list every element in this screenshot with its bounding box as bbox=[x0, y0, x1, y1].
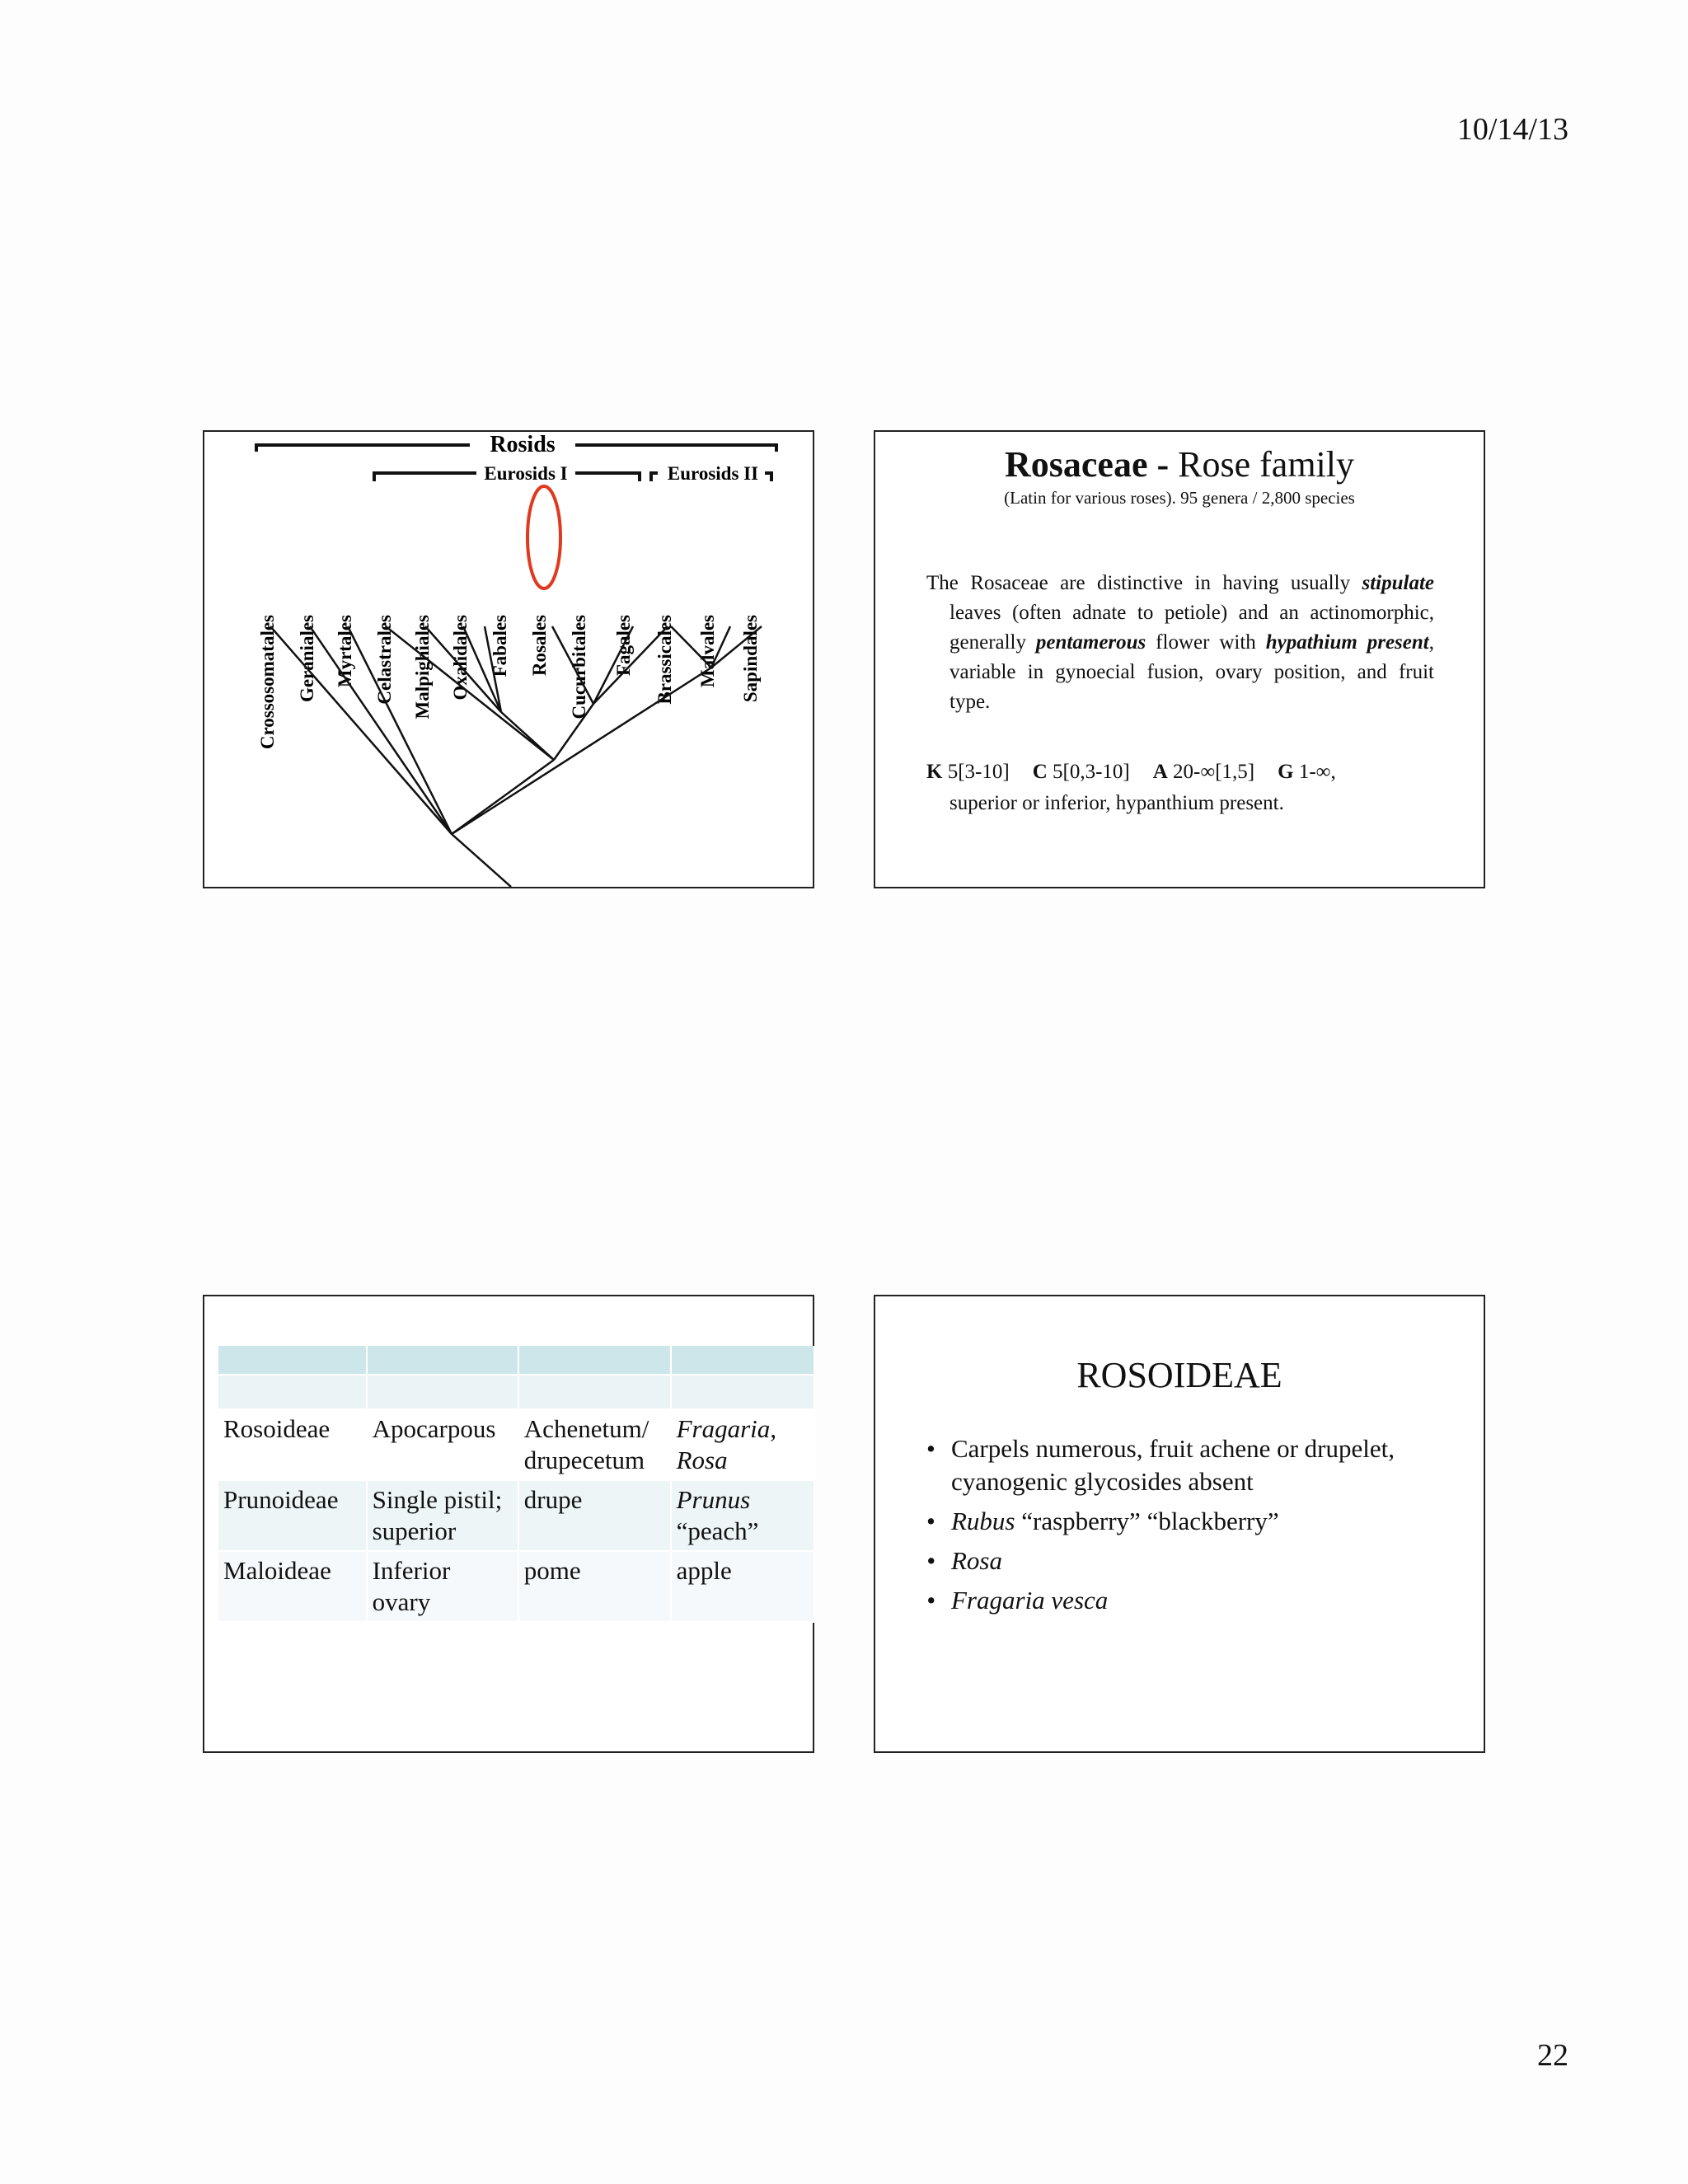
table-cell: Maloideae bbox=[218, 1551, 367, 1622]
table-row bbox=[218, 1551, 814, 1622]
order-label: Malpighiales bbox=[412, 615, 433, 719]
table-cell: Achenetum/ drupecetum bbox=[518, 1409, 671, 1480]
table-cell: apple bbox=[671, 1551, 814, 1622]
order-label: Geraniales bbox=[297, 615, 317, 703]
list-item: • Rubus “raspberry” “blackberry” bbox=[926, 1505, 1451, 1538]
slide-subfamily-table bbox=[203, 1295, 814, 1753]
table-cell: Single pistil; superior bbox=[367, 1480, 518, 1551]
page-number: 22 bbox=[1537, 2038, 1568, 2073]
slide-rosaceae bbox=[874, 430, 1485, 888]
table-row bbox=[218, 1409, 814, 1480]
table-cell: Rosoideae bbox=[218, 1409, 367, 1480]
slide-subtitle: (Latin for various roses). 95 genera / 2,800 species bbox=[1004, 488, 1355, 508]
list-item: • Fragaria vesca bbox=[926, 1584, 1451, 1617]
eurosids-1-label: Eurosids I bbox=[484, 463, 568, 484]
eurosids-2-label: Eurosids II bbox=[667, 463, 759, 484]
bullet-list bbox=[926, 1432, 1451, 1624]
phylogeny-tree bbox=[204, 432, 813, 887]
slide-rosoideae bbox=[874, 1295, 1485, 1753]
table-cell: drupe bbox=[518, 1480, 671, 1551]
order-label: Celastrales bbox=[374, 615, 395, 705]
subfamily-table bbox=[218, 1346, 815, 1623]
order-label: Brassicales bbox=[654, 615, 675, 705]
order-label: Fabales bbox=[490, 615, 510, 677]
order-label: Malvales bbox=[697, 615, 718, 688]
order-label: Myrtales bbox=[335, 615, 355, 688]
list-item: • Carpels numerous, fruit achene or drupelet, cyanogenic glycosides absent bbox=[926, 1432, 1451, 1498]
table-cell: Prunoideae bbox=[218, 1480, 367, 1551]
list-item: • Rosa bbox=[926, 1544, 1451, 1577]
slide-rosids-phylogeny bbox=[203, 430, 814, 888]
order-label: Crossosomatales bbox=[257, 615, 278, 750]
rosales-highlight-circle bbox=[528, 486, 560, 588]
table-row bbox=[218, 1480, 814, 1551]
slide-title: ROSOIDEAE bbox=[1076, 1355, 1282, 1395]
page-date: 10/14/13 bbox=[1456, 112, 1568, 147]
order-label: Fagales bbox=[613, 615, 634, 677]
table-cell: pome bbox=[518, 1551, 671, 1622]
table-cell: Inferior ovary bbox=[367, 1551, 518, 1622]
order-label: Sapindales bbox=[740, 615, 761, 703]
order-label: Oxalidales bbox=[450, 615, 471, 701]
floral-formula: K 5[3-10] C 5[0,3-10] A 20-∞[1,5] G 1-∞, superior or inferior, hypanthium present. bbox=[926, 761, 1336, 814]
table-cell: Prunus “peach” bbox=[671, 1480, 814, 1551]
table-cell: Fragaria, Rosa bbox=[671, 1409, 814, 1480]
rosids-label: Rosids bbox=[490, 432, 556, 457]
table-cell: Apocarpous bbox=[367, 1409, 518, 1480]
slide-title: Rosaceae - Rose family bbox=[1005, 444, 1354, 485]
order-label: Cucurbitales bbox=[569, 615, 589, 719]
family-description: The Rosaceae are distinctive in having usually stipulate leaves (often adnate to petiole) and an actinomorphic, generally pentamerous flower with hypathium present, variable in gynoecial fusion, ovary position, and fruit type. bbox=[926, 572, 1434, 713]
order-label: Rosales bbox=[529, 615, 550, 677]
